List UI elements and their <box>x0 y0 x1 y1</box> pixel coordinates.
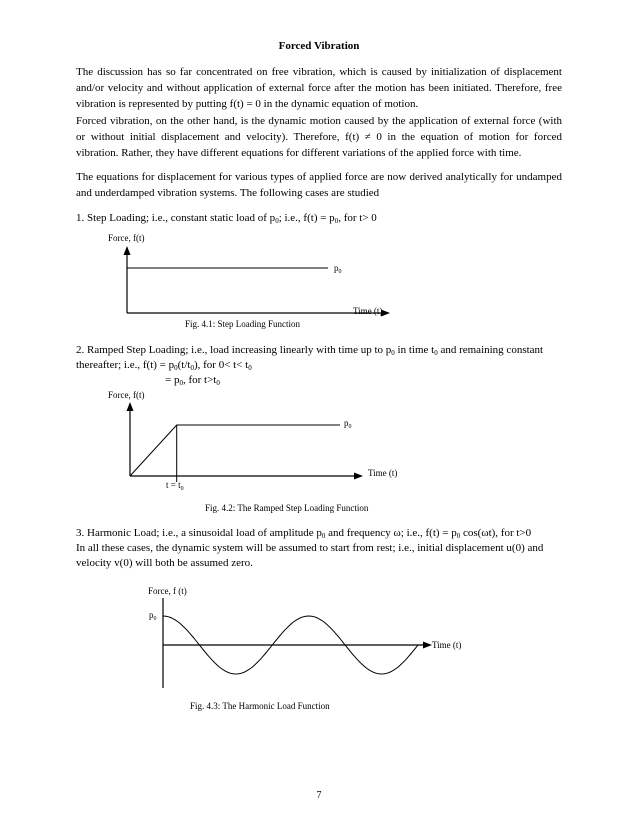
case-harmonic-line3: velocity v(0) will both be assumed zero. <box>76 557 253 569</box>
case-step-loading: 1. Step Loading; i.e., constant static load of $p_0$; i.e., $f(t) = p_0$, for t> 0 <box>76 212 377 225</box>
paragraph-forced-vibration: Forced vibration, on the other hand, is the dynamic motion caused by the application of external force (with or without initial displacement and velocity). Therefore, f(t) ≠ 0 in the equation of motion for forced vibration. Rather, they have different equations for different variations of the applied force with time. <box>76 115 562 159</box>
fig2-p0-label: $p_0$ <box>344 418 352 430</box>
fig3-y-axis-label: Force, f (t) <box>148 586 187 596</box>
page-number: 7 <box>316 790 322 801</box>
paragraph-free-vibration: The discussion has so far concentrated on free vibration, which is caused by initialization of displacement and/or velocity and without application of external force after the motion has been initiated. Therefore, free vibration is represented by putting f(t) = 0 in the dynamic equation of motion. <box>76 66 562 110</box>
fig2-t0-label: $t = t_0$ <box>166 480 184 492</box>
case-ramped-step-line2: thereafter; i.e., $f(t) = p_0(t/t_0)$, for $0< t< t_0$ <box>76 359 252 372</box>
fig2-y-axis-label: Force, f(t) <box>108 390 145 400</box>
case-ramped-step-line3: = $p_0$, for $t>t_0$ <box>165 374 220 387</box>
fig1-y-axis-label: Force, f(t) <box>108 233 145 243</box>
fig2-caption: Fig. 4.2: The Ramped Step Loading Function <box>205 503 369 513</box>
fig3-x-axis-label: Time (t) <box>432 640 462 650</box>
case-harmonic-line2: In all these cases, the dynamic system will be assumed to start from rest; i.e., initial displacement u(0) and <box>76 542 544 554</box>
case-ramped-step-line1: 2. Ramped Step Loading; i.e., load increasing linearly with time up to $p_0$ in time $t_0$ and remaining constant <box>76 344 544 357</box>
fig3-caption: Fig. 4.3: The Harmonic Load Function <box>190 701 330 711</box>
fig2-x-axis-label: Time (t) <box>368 468 398 478</box>
page-title: Forced Vibration <box>278 40 360 52</box>
fig3-x-axis-arrow <box>423 642 432 649</box>
paragraph-equations: The equations for displacement for various types of applied force are now derived analytically for undamped and underdamped vibration systems. The following cases are studied <box>76 171 562 199</box>
fig1-caption: Fig. 4.1: Step Loading Function <box>185 319 301 329</box>
fig1-p0-label: $p_0$ <box>334 263 342 275</box>
fig3-p0-label: $p_0$ <box>149 610 157 622</box>
case-harmonic-line1: 3. Harmonic Load; i.e., a sinusoidal load of amplitude $p_0$ and frequency ω; i.e., $f(t) = p_0$ cos(ωt), for t>0 <box>76 527 532 540</box>
fig1-x-axis-label: Time (t) <box>353 306 383 316</box>
